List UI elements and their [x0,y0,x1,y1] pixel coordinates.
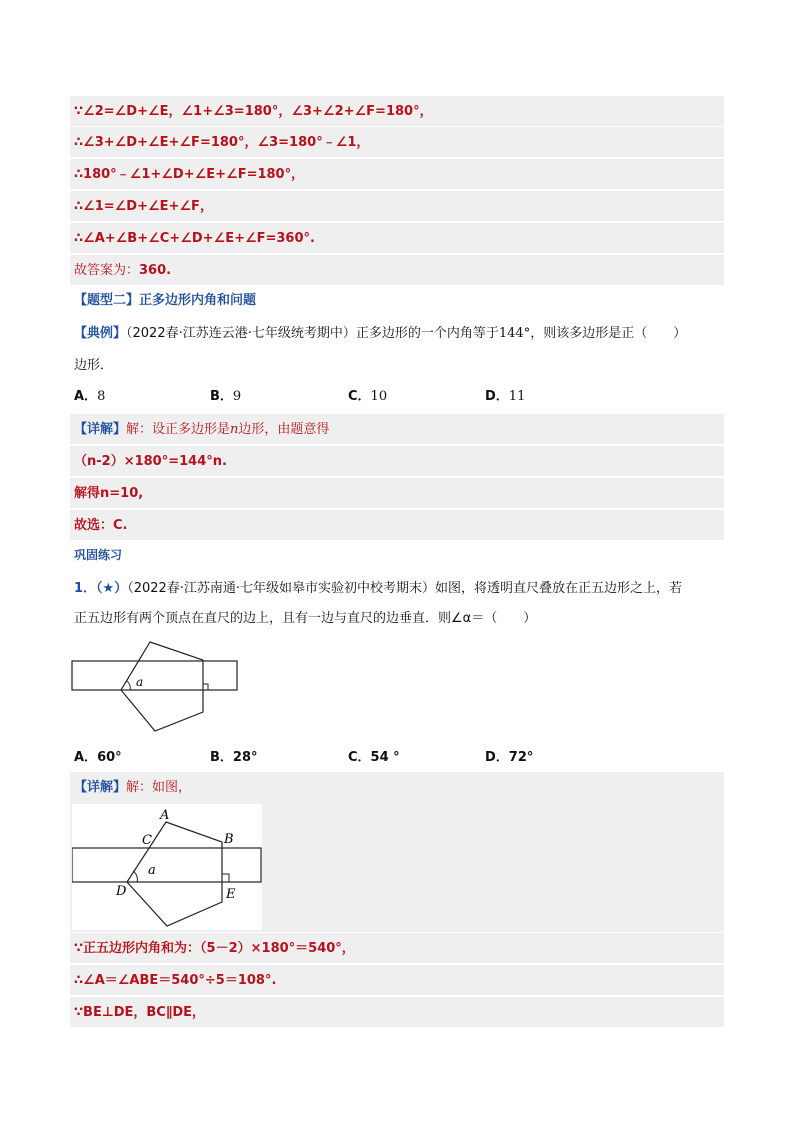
solution2-line-1: 【详解】解：如图， [74,780,192,795]
labeled-pentagon-figure [72,804,262,930]
ruler-shape [72,848,261,882]
solution1-line-3: 解得n=10, [70,477,724,508]
option-b: B．28° [210,750,258,765]
example-options [70,381,724,412]
option-b: B．9 [210,389,242,404]
option-a: A．60° [74,750,122,765]
point-label-d: D [116,884,127,899]
point-label-a: A [160,808,170,823]
solution-line-5: ∴∠A+∠B+∠C+∠D+∠E+∠F=360°. [70,222,724,253]
solution2-line-3: ∴∠A＝∠ABE＝540°÷5＝108°. [70,964,724,995]
section-heading-type2: 【题型二】正多边形内角和问题 [74,293,257,308]
section-heading-practice: 巩固练习 [74,548,123,562]
solution2-line-2: ∵正五边形内角和为：（5－2）×180°＝540°， [70,932,724,963]
question1-line-1: 1．（★）（2022春·江苏南通·七年级如皋市实验初中校考期末）如图，将透明直尺叠放在正五边形之上，若 [74,581,683,596]
point-label-c: C [142,833,152,848]
point-label-e: E [226,887,236,902]
solution2-line-4: ∵BE⊥DE，BC∥DE， [70,996,724,1027]
option-d: D．72° [485,750,534,765]
answer-line: 故答案为：360. [70,254,724,285]
solution1-line-2: （n-2）×180°=144°n. [70,445,724,476]
solution2-figure-bg [72,804,262,930]
solution-line-1: ∵∠2=∠D+∠E，∠1+∠3=180°，∠3+∠2+∠F=180°， [70,95,724,126]
example-line-2: 边形． [74,358,114,373]
pentagon-shape [121,642,203,731]
option-d: D．11 [485,389,526,404]
angle-arc [127,681,130,690]
solution1-line-4: 故选：C. [70,509,724,540]
right-angle-mark [203,684,208,690]
option-c: C．10 [348,389,388,404]
angle-label-a: a [136,675,144,689]
option-a: A．8 [74,389,106,404]
angle-label-a: a [148,863,156,878]
solution-line-4: ∴∠1=∠D+∠E+∠F， [70,190,724,221]
solution-line-3: ∴180°﹣∠1+∠D+∠E+∠F=180°， [70,158,724,189]
question1-options [70,742,724,773]
option-c: C．54 ° [348,750,400,765]
right-angle-mark [222,874,229,882]
question1-line-2: 正五边形有两个顶点在直尺的边上，且有一边与直尺的边垂直．则∠α＝（ ） [74,611,537,626]
solution1-line-1: 【详解】解：设正多边形是n边形，由题意得 [70,413,724,444]
example-line-1: 【典例】（2022春·江苏连云港·七年级统考期中）正多边形的一个内角等于144°，则该多边形是正（ ） [74,326,687,341]
ruler-shape [72,661,237,690]
solution-line-2: ∴∠3+∠D+∠E+∠F=180°，∠3=180°﹣∠1， [70,126,724,157]
ruler-pentagon-figure [70,640,240,736]
point-label-b: B [224,832,234,847]
